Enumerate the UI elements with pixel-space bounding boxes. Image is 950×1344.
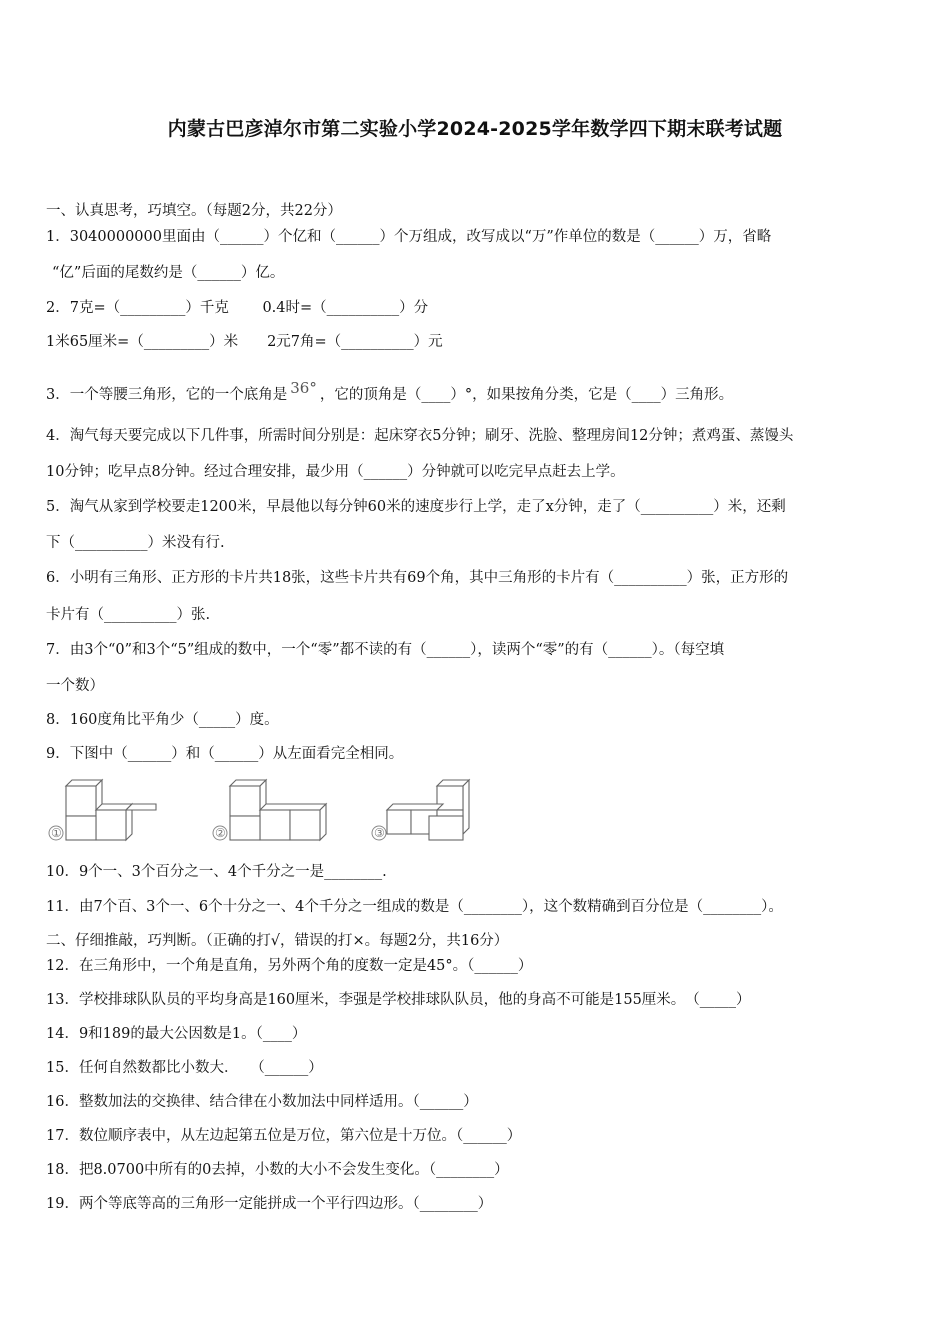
question-12: 12．在三角形中，一个角是直角，另外两个角的度数一定是45°。（______）: [46, 958, 533, 974]
cube-figures: [44, 772, 484, 844]
question-6-line-1: 6．小明有三角形、正方形的卡片共18张，这些卡片共有69个角，其中三角形的卡片有（__________）张，正方形的: [46, 570, 789, 586]
question-10: 10．9个一、3个百分之一、4个千分之一是________.: [46, 864, 387, 880]
question-6-line-2: 卡片有（__________）张.: [46, 607, 211, 623]
page-title: 内蒙古巴彦淖尔市第二实验小学2024-2025学年数学四下期末联考试题: [167, 118, 783, 140]
question-16: 16．整数加法的交换律、结合律在小数加法中同样适用。（______）: [46, 1094, 478, 1110]
question-8: 8．160度角比平角少（_____）度。: [46, 712, 279, 728]
question-2-line-2: 1米65厘米=（_________）米 2元7角=（__________）元: [46, 334, 443, 350]
question-3-suffix: ，它的顶角是（____）°，如果按角分类，它是（____）三角形。: [319, 387, 734, 403]
question-5-line-2: 下（__________）米没有行.: [46, 535, 225, 551]
question-1-line-2: “亿”后面的尾数约是（______）亿。: [52, 265, 285, 281]
question-3: [46, 378, 914, 405]
cube-figure-1: [44, 772, 159, 844]
section-1-heading: 一、认真思考，巧填空。（每题2分，共22分）: [46, 203, 342, 219]
question-17: 17．数位顺序表中，从左边起第五位是万位，第六位是十万位。（______）: [46, 1128, 522, 1144]
angle-36-degree: 36°: [290, 379, 317, 397]
question-14: 14．9和189的最大公因数是1。（____）: [46, 1026, 307, 1042]
question-7-line-2: 一个数）: [46, 678, 104, 694]
question-4-line-1: 4．淘气每天要完成以下几件事，所需时间分别是：起床穿衣5分钟；刷牙、洗脸、整理房间12分钟；煮鸡蛋、蒸馒头: [46, 428, 794, 444]
question-2-line-1: 2．7克=（_________）千克 0.4时=（__________）分: [46, 300, 429, 316]
section-2-heading: 二、仔细推敲，巧判断。（正确的打√，错误的打×。每题2分，共16分）: [46, 933, 509, 949]
question-9: 9．下图中（______）和（______）从左面看完全相同。: [46, 746, 404, 762]
question-13: 13．学校排球队队员的平均身高是160厘米，李强是学校排球队队员，他的身高不可能是155厘米。 （_____）: [46, 992, 751, 1008]
question-15: 15．任何自然数都比小数大． （______）: [46, 1060, 323, 1076]
figure-3-label: ③: [374, 826, 385, 840]
figure-2-label: ②: [215, 826, 226, 840]
question-1-line-1: 1．3040000000里面由（______）个亿和（______）个万组成，改写成以“万”作单位的数是（______）万，省略: [46, 229, 772, 245]
question-19: 19．两个等底等高的三角形一定能拼成一个平行四边形。（________）: [46, 1196, 493, 1212]
question-11: 11．由7个百、3个一、6个十分之一、4个千分之一组成的数是（________），这个数精确到百分位是（________）。: [46, 899, 783, 915]
question-5-line-1: 5．淘气从家到学校要走1200米，早晨他以每分钟60米的速度步行上学，走了x分钟，走了（__________）米，还剩: [46, 499, 786, 515]
question-4-line-2: 10分钟；吃早点8分钟。经过合理安排，最少用（______）分钟就可以吃完早点赶去上学。: [46, 464, 625, 480]
question-3-prefix: 3．一个等腰三角形，它的一个底角是: [46, 387, 288, 403]
question-18: 18．把8.0700中所有的0去掉，小数的大小不会发生变化。（________）: [46, 1162, 509, 1178]
figure-1-label: ①: [51, 826, 62, 840]
cube-figure-3: [369, 772, 484, 844]
question-7-line-1: 7．由3个“0”和3个“5”组成的数中，一个“零”都不读的有（______），读两个“零”的有（______）。（每空填: [46, 642, 725, 658]
cube-figure-2: [206, 772, 346, 844]
